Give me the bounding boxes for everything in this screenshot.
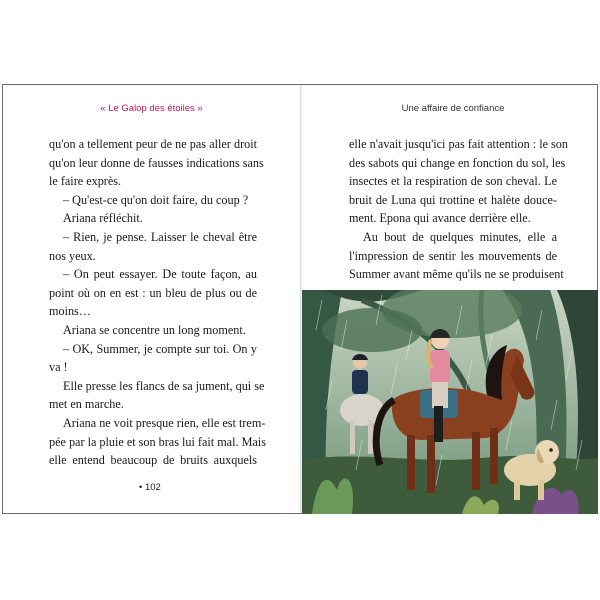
text-line: l'impression de sentir les mouvements de [349, 248, 557, 263]
horse-leg [350, 420, 355, 454]
text-line: le faire exprès. [49, 174, 122, 189]
rider-boot [434, 406, 443, 442]
right-page-body [349, 135, 568, 284]
page-number: • 102 [139, 482, 161, 493]
illustration-svg [302, 290, 598, 514]
text-line: qu'on a tellement peur de ne pas aller droit [49, 137, 257, 151]
text-line: nos yeux. [49, 248, 96, 263]
text-line: insectes et la respiration de son cheval. Le [349, 174, 557, 189]
text-line: Ariana réfléchit. [63, 211, 143, 226]
rider-breeches [432, 382, 448, 408]
forest-rain-illustration [302, 290, 598, 514]
foliage [322, 308, 422, 352]
text-line: met en marche. [49, 397, 124, 412]
left-page-body [49, 135, 266, 470]
horse-leg [407, 435, 415, 490]
horse-leg [427, 435, 435, 493]
text-line: Summer avant même qu'ils ne se produisent [349, 267, 564, 282]
text-line: elle n'avait jusqu'ici pas fait attention : le son [349, 137, 568, 151]
text-line: – Qu'est-ce qu'on doit faire, du coup ? [63, 192, 249, 207]
dog-leg [514, 480, 520, 500]
text-line: pée par la pluie et son bras lui fait mal. Mais [49, 434, 266, 449]
text-line: des sabots qui change en fonction du sol, les [349, 155, 566, 170]
left-page-running-header: « Le Galop des étoiles » [100, 103, 203, 114]
text-line: – On peut essayer. De toute façon, au [63, 267, 257, 282]
text-line: qu'on leur donne de fausses indications sans [49, 155, 264, 170]
text-line: moins… [49, 304, 91, 319]
book-spread [2, 84, 598, 514]
text-line: bruit de Luna qui trottine et halète douce- [349, 192, 557, 207]
dog-leg [538, 480, 544, 500]
text-line: ment. Epona qui avance derrière elle. [349, 211, 531, 226]
text-line: Ariana se concentre un long moment. [63, 322, 246, 337]
right-page-running-header: Une affaire de confiance [401, 103, 505, 114]
text-line: point où on en est : un bleu de plus ou de [49, 285, 257, 300]
text-line: va ! [49, 360, 68, 375]
text-line: elle entend beaucoup de bruits auxquels [49, 453, 257, 468]
dog-eye [549, 448, 553, 452]
text-line: – OK, Summer, je compte sur toi. On y [63, 341, 257, 356]
text-line: Au bout de quelques minutes, elle a [363, 229, 557, 244]
text-line: – Rien, je pense. Laisser le cheval être [63, 229, 257, 244]
horse-leg [472, 432, 480, 490]
horse-leg [490, 428, 498, 484]
rider-jacket [352, 370, 368, 394]
horse-leg [368, 420, 373, 454]
text-line: Ariana ne voit presque rien, elle est trem- [63, 415, 266, 430]
text-line: Elle presse les flancs de sa jument, qui se [63, 378, 265, 393]
